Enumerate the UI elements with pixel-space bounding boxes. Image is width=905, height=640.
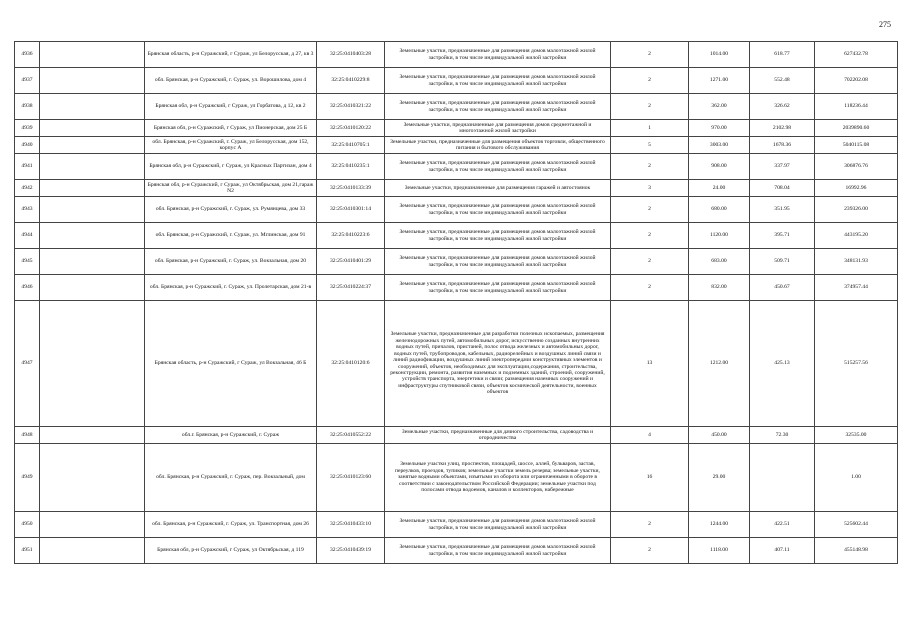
cell-record-number: 4951 bbox=[15, 538, 40, 564]
table-row bbox=[15, 427, 898, 444]
cell-unit-value: 72.30 bbox=[750, 427, 815, 444]
cell-blank bbox=[40, 197, 145, 223]
cell-area: 1118.00 bbox=[689, 538, 750, 564]
cell-land-use: Земельные участки, предназначенные для размещения объектов торговли, общественного питания и бытового обслуживания bbox=[385, 137, 611, 154]
cell-zone-group: 13 bbox=[611, 301, 689, 427]
cell-unit-value: 509.71 bbox=[750, 249, 815, 275]
cell-blank bbox=[40, 68, 145, 94]
cell-area: 3003.00 bbox=[689, 137, 750, 154]
table-row bbox=[15, 94, 898, 120]
cell-land-use: Земельные участки, предназначенные для размещения домов малоэтажной жилой застройки, в том числе индивидуальной жилой застройки bbox=[385, 197, 611, 223]
cell-cadastral-number: 32:25:0410123:60 bbox=[317, 444, 385, 512]
cell-land-use: Земельные участки, предназначенные для размещения домов малоэтажной жилой застройки, в том числе индивидуальной жилой застройки bbox=[385, 154, 611, 180]
cell-land-use: Земельные участки, предназначенные для размещения домов малоэтажной жилой застройки, в том числе индивидуальной жилой застройки bbox=[385, 249, 611, 275]
cell-address: обл. Брянская, р-н Суражский, г. Сураж, ул. Пролетарская, дом 21-в bbox=[145, 275, 317, 301]
cell-cadastral-value: 2039890.60 bbox=[815, 120, 898, 137]
table-row bbox=[15, 538, 898, 564]
cell-cadastral-number: 32:25:0410120:22 bbox=[317, 120, 385, 137]
cell-area: 683.00 bbox=[689, 249, 750, 275]
cell-zone-group: 3 bbox=[611, 180, 689, 197]
cell-address: обл. Брянская, р-н Суражский, г. Сураж, ул. Румянцева, дом 33 bbox=[145, 197, 317, 223]
cell-area: 1244.00 bbox=[689, 512, 750, 538]
cell-blank bbox=[40, 42, 145, 68]
cell-area: 1271.00 bbox=[689, 68, 750, 94]
cell-cadastral-number: 32:25:0410229:8 bbox=[317, 68, 385, 94]
cell-address: Брянская обл, р-н Суражский, г Сураж, ул Пионерская, дом 25 Б bbox=[145, 120, 317, 137]
cell-cadastral-number: 32:25:0410223:6 bbox=[317, 223, 385, 249]
cell-blank bbox=[40, 301, 145, 427]
table-row bbox=[15, 275, 898, 301]
cell-blank bbox=[40, 223, 145, 249]
cell-land-use: Земельные участки, предназначенные для разработки полезных ископаемых, размещения железнодорожных путей, автомобильных дорог, искусственно созданных внутренних водных путей, причалов, пристаней, полос отвода железных и автомобильных дорог, водных путей, трубопроводов, кабельных, радиорелейных и воздушных линий связи и линий радиофикации, воздушных линий электропередачи конструктивных элементов и сооружений, объектов, необходимых для эксплуатации,содержания, строительства, реконструкции, ремонта, развития наземных и подземных зданий, строений, сооружений, устройств транспорта, энергетики и связи; размещения наземных сооружений и инфраструктуры спутниковой связи, объектов космической деятельности, военных объектов bbox=[385, 301, 611, 427]
cell-zone-group: 16 bbox=[611, 444, 689, 512]
cell-zone-group: 4 bbox=[611, 427, 689, 444]
cell-address: Брянская обл, р-н Суражский, г Сураж, ул Красных Партизан, дом 4 bbox=[145, 154, 317, 180]
cell-land-use: Земельные участки, предназначенные для дачного строительства, садоводства и огородничества bbox=[385, 427, 611, 444]
cell-cadastral-value: 702202.08 bbox=[815, 68, 898, 94]
cell-land-use: Земельные участки, предназначенные для размещения домов малоэтажной жилой застройки, в том числе индивидуальной жилой застройки bbox=[385, 42, 611, 68]
cell-record-number: 4942 bbox=[15, 180, 40, 197]
cell-record-number: 4945 bbox=[15, 249, 40, 275]
cell-land-use: Земельные участки, предназначенные для размещения домов малоэтажной жилой застройки, в том числе индивидуальной жилой застройки bbox=[385, 538, 611, 564]
cell-unit-value: 708.04 bbox=[750, 180, 815, 197]
table-row bbox=[15, 180, 898, 197]
cell-blank bbox=[40, 538, 145, 564]
cell-record-number: 4938 bbox=[15, 94, 40, 120]
cell-cadastral-value: 443195.20 bbox=[815, 223, 898, 249]
cell-cadastral-number: 32:25:0410224:37 bbox=[317, 275, 385, 301]
cell-zone-group: 2 bbox=[611, 197, 689, 223]
cell-area: 832.00 bbox=[689, 275, 750, 301]
cell-address: Брянская область, р-н Суражский, г Сураж, ул Вокзальная, 46 Б bbox=[145, 301, 317, 427]
cell-cadastral-value: 306876.76 bbox=[815, 154, 898, 180]
table-row bbox=[15, 512, 898, 538]
cell-cadastral-value: 525602.44 bbox=[815, 512, 898, 538]
cell-unit-value: 618.77 bbox=[750, 42, 815, 68]
table-row bbox=[15, 68, 898, 94]
cell-blank bbox=[40, 427, 145, 444]
cell-cadastral-value: 16992.96 bbox=[815, 180, 898, 197]
cell-unit-value bbox=[750, 444, 815, 512]
table-body bbox=[15, 42, 898, 564]
land-registry-table bbox=[14, 41, 898, 564]
cell-zone-group: 2 bbox=[611, 538, 689, 564]
cell-cadastral-value: 348131.93 bbox=[815, 249, 898, 275]
cell-zone-group: 2 bbox=[611, 223, 689, 249]
cell-unit-value: 407.11 bbox=[750, 538, 815, 564]
cell-blank bbox=[40, 94, 145, 120]
cell-blank bbox=[40, 180, 145, 197]
cell-blank bbox=[40, 154, 145, 180]
cell-address: обл. Брянская, р-н Суражский, г. Сураж, ул. Ворошилова, дом 4 bbox=[145, 68, 317, 94]
cell-cadastral-number: 32:25:0410133:39 bbox=[317, 180, 385, 197]
cell-cadastral-value: 515257.56 bbox=[815, 301, 898, 427]
cell-address: Брянская обл, р-н Суражский, г Сураж, ул Октябрьская, дом 21,гараж N2 bbox=[145, 180, 317, 197]
table-row bbox=[15, 301, 898, 427]
cell-area: 1120.00 bbox=[689, 223, 750, 249]
cell-zone-group: 2 bbox=[611, 154, 689, 180]
cell-area: 680.00 bbox=[689, 197, 750, 223]
cell-zone-group: 1 bbox=[611, 120, 689, 137]
cell-area: 29.00 bbox=[689, 444, 750, 512]
cell-area: 24.00 bbox=[689, 180, 750, 197]
cell-record-number: 4943 bbox=[15, 197, 40, 223]
cell-record-number: 4947 bbox=[15, 301, 40, 427]
table-row bbox=[15, 223, 898, 249]
cell-blank bbox=[40, 275, 145, 301]
cell-cadastral-number: 32:25:0410552:22 bbox=[317, 427, 385, 444]
cell-unit-value: 425.13 bbox=[750, 301, 815, 427]
cell-blank bbox=[40, 137, 145, 154]
cell-land-use: Земельные участки, предназначенные для размещения домов малоэтажной жилой застройки, в том числе индивидуальной жилой застройки bbox=[385, 223, 611, 249]
cell-cadastral-value: 1.00 bbox=[815, 444, 898, 512]
cell-record-number: 4950 bbox=[15, 512, 40, 538]
cell-land-use: Земельные участки, предназначенные для размещения домов малоэтажной жилой застройки, в том числе индивидуальной жилой застройки bbox=[385, 512, 611, 538]
cell-record-number: 4948 bbox=[15, 427, 40, 444]
cell-record-number: 4939 bbox=[15, 120, 40, 137]
cell-area: 970.00 bbox=[689, 120, 750, 137]
cell-cadastral-number: 32:25:0410321:22 bbox=[317, 94, 385, 120]
table-row bbox=[15, 154, 898, 180]
cell-blank bbox=[40, 444, 145, 512]
cell-zone-group: 2 bbox=[611, 42, 689, 68]
cell-cadastral-value: 32535.00 bbox=[815, 427, 898, 444]
cell-zone-group: 5 bbox=[611, 137, 689, 154]
table-row bbox=[15, 444, 898, 512]
cell-record-number: 4944 bbox=[15, 223, 40, 249]
cell-land-use: Земельные участки, предназначенные для размещения домов малоэтажной жилой застройки, в том числе индивидуальной жилой застройки bbox=[385, 68, 611, 94]
cell-cadastral-value: 118236.44 bbox=[815, 94, 898, 120]
cell-address: Брянская обл, р-н Суражский, г Сураж, ул Октябрьская, д 119 bbox=[145, 538, 317, 564]
cell-land-use: Земельные участки, предназначенные для размещения гаражей и автостоянок bbox=[385, 180, 611, 197]
cell-address: обл. Брянская, р-н Суражский, г. Сураж, пер. Вокзальный, дом bbox=[145, 444, 317, 512]
cell-cadastral-number: 32:25:0410401:29 bbox=[317, 249, 385, 275]
cell-cadastral-number: 32:25:0410433:10 bbox=[317, 512, 385, 538]
cell-land-use: Земельные участки улиц, проспектов, площадей, шоссе, аллей, бульваров, застав, переулков, проездов, тупиков; земельные участки земель резерва; земельные участки, занятые водными объектами, изъятыми из оборота или ограниченными в обороте в соответствии с законодательством Российской Федерации; земельные участки под полосами отвода водоемов, каналов и коллекторов, набережные bbox=[385, 444, 611, 512]
cell-record-number: 4949 bbox=[15, 444, 40, 512]
cell-area: 362.00 bbox=[689, 94, 750, 120]
cell-area: 1212.00 bbox=[689, 301, 750, 427]
cell-land-use: Земельные участки, предназначенные для размещения домов малоэтажной жилой застройки, в том числе индивидуальной жилой застройки bbox=[385, 275, 611, 301]
cell-land-use: Земельные участки, предназначенные для размещения домов среднеэтажной и многоэтажной жилой застройки bbox=[385, 120, 611, 137]
cell-cadastral-value: 5040115.08 bbox=[815, 137, 898, 154]
cell-address: Брянская обл, р-н Суражский, г Сураж, ул Горбатова, д 12, кв 2 bbox=[145, 94, 317, 120]
cell-address: Брянская область, р-н Суражский, г Сураж, ул Белорусская, д 27, кв 3 bbox=[145, 42, 317, 68]
cell-cadastral-number: 32:25:0410235:1 bbox=[317, 154, 385, 180]
cell-area: 1014.00 bbox=[689, 42, 750, 68]
cell-land-use: Земельные участки, предназначенные для размещения домов малоэтажной жилой застройки, в том числе индивидуальной жилой застройки bbox=[385, 94, 611, 120]
cell-blank bbox=[40, 249, 145, 275]
cell-record-number: 4941 bbox=[15, 154, 40, 180]
cell-unit-value: 450.67 bbox=[750, 275, 815, 301]
cell-area: 450.00 bbox=[689, 427, 750, 444]
cell-cadastral-number: 32:25:0410301:14 bbox=[317, 197, 385, 223]
cell-cadastral-value: 374957.44 bbox=[815, 275, 898, 301]
cell-address: обл. Брянская, р-н Суражский, г. Сураж, ул. Мглинская, дом 91 bbox=[145, 223, 317, 249]
cell-cadastral-number: 32:25:0410403:28 bbox=[317, 42, 385, 68]
cell-unit-value: 1678.36 bbox=[750, 137, 815, 154]
cell-address: обл. Брянская, р-н Суражский, г. Сураж, ул. Транспортная, дом 26 bbox=[145, 512, 317, 538]
cell-unit-value: 337.97 bbox=[750, 154, 815, 180]
cell-blank bbox=[40, 120, 145, 137]
cell-address: обл. Брянская, р-н Суражский, г. Сураж, ул. Вокзальная, дом 20 bbox=[145, 249, 317, 275]
cell-cadastral-number: 32:25:0410120:6 bbox=[317, 301, 385, 427]
cell-blank bbox=[40, 512, 145, 538]
cell-record-number: 4936 bbox=[15, 42, 40, 68]
cell-cadastral-value: 627432.78 bbox=[815, 42, 898, 68]
cell-record-number: 4940 bbox=[15, 137, 40, 154]
cell-unit-value: 326.62 bbox=[750, 94, 815, 120]
cell-record-number: 4946 bbox=[15, 275, 40, 301]
table-row bbox=[15, 197, 898, 223]
page-number: 275 bbox=[879, 20, 891, 29]
cell-zone-group: 2 bbox=[611, 249, 689, 275]
table-row bbox=[15, 120, 898, 137]
cell-unit-value: 552.48 bbox=[750, 68, 815, 94]
cell-address: обл.г. Брянская, р-н Суражский, г. Сураж bbox=[145, 427, 317, 444]
cell-unit-value: 395.71 bbox=[750, 223, 815, 249]
cell-unit-value: 2102.98 bbox=[750, 120, 815, 137]
cell-address: обл. Брянская, р-н Суражский, г. Сураж, ул Белорусская, дом 152, корпус А bbox=[145, 137, 317, 154]
cell-area: 908.00 bbox=[689, 154, 750, 180]
cell-cadastral-number: 32:25:0410439:19 bbox=[317, 538, 385, 564]
cell-zone-group: 2 bbox=[611, 512, 689, 538]
table-row bbox=[15, 249, 898, 275]
cell-unit-value: 422.51 bbox=[750, 512, 815, 538]
cell-cadastral-value: 455148.98 bbox=[815, 538, 898, 564]
cell-zone-group: 2 bbox=[611, 94, 689, 120]
cell-cadastral-value: 239326.00 bbox=[815, 197, 898, 223]
cell-record-number: 4937 bbox=[15, 68, 40, 94]
table-row bbox=[15, 137, 898, 154]
cell-zone-group: 2 bbox=[611, 68, 689, 94]
cell-zone-group: 2 bbox=[611, 275, 689, 301]
cell-cadastral-number: 32:25:0410705:1 bbox=[317, 137, 385, 154]
cell-unit-value: 351.95 bbox=[750, 197, 815, 223]
table-row bbox=[15, 42, 898, 68]
